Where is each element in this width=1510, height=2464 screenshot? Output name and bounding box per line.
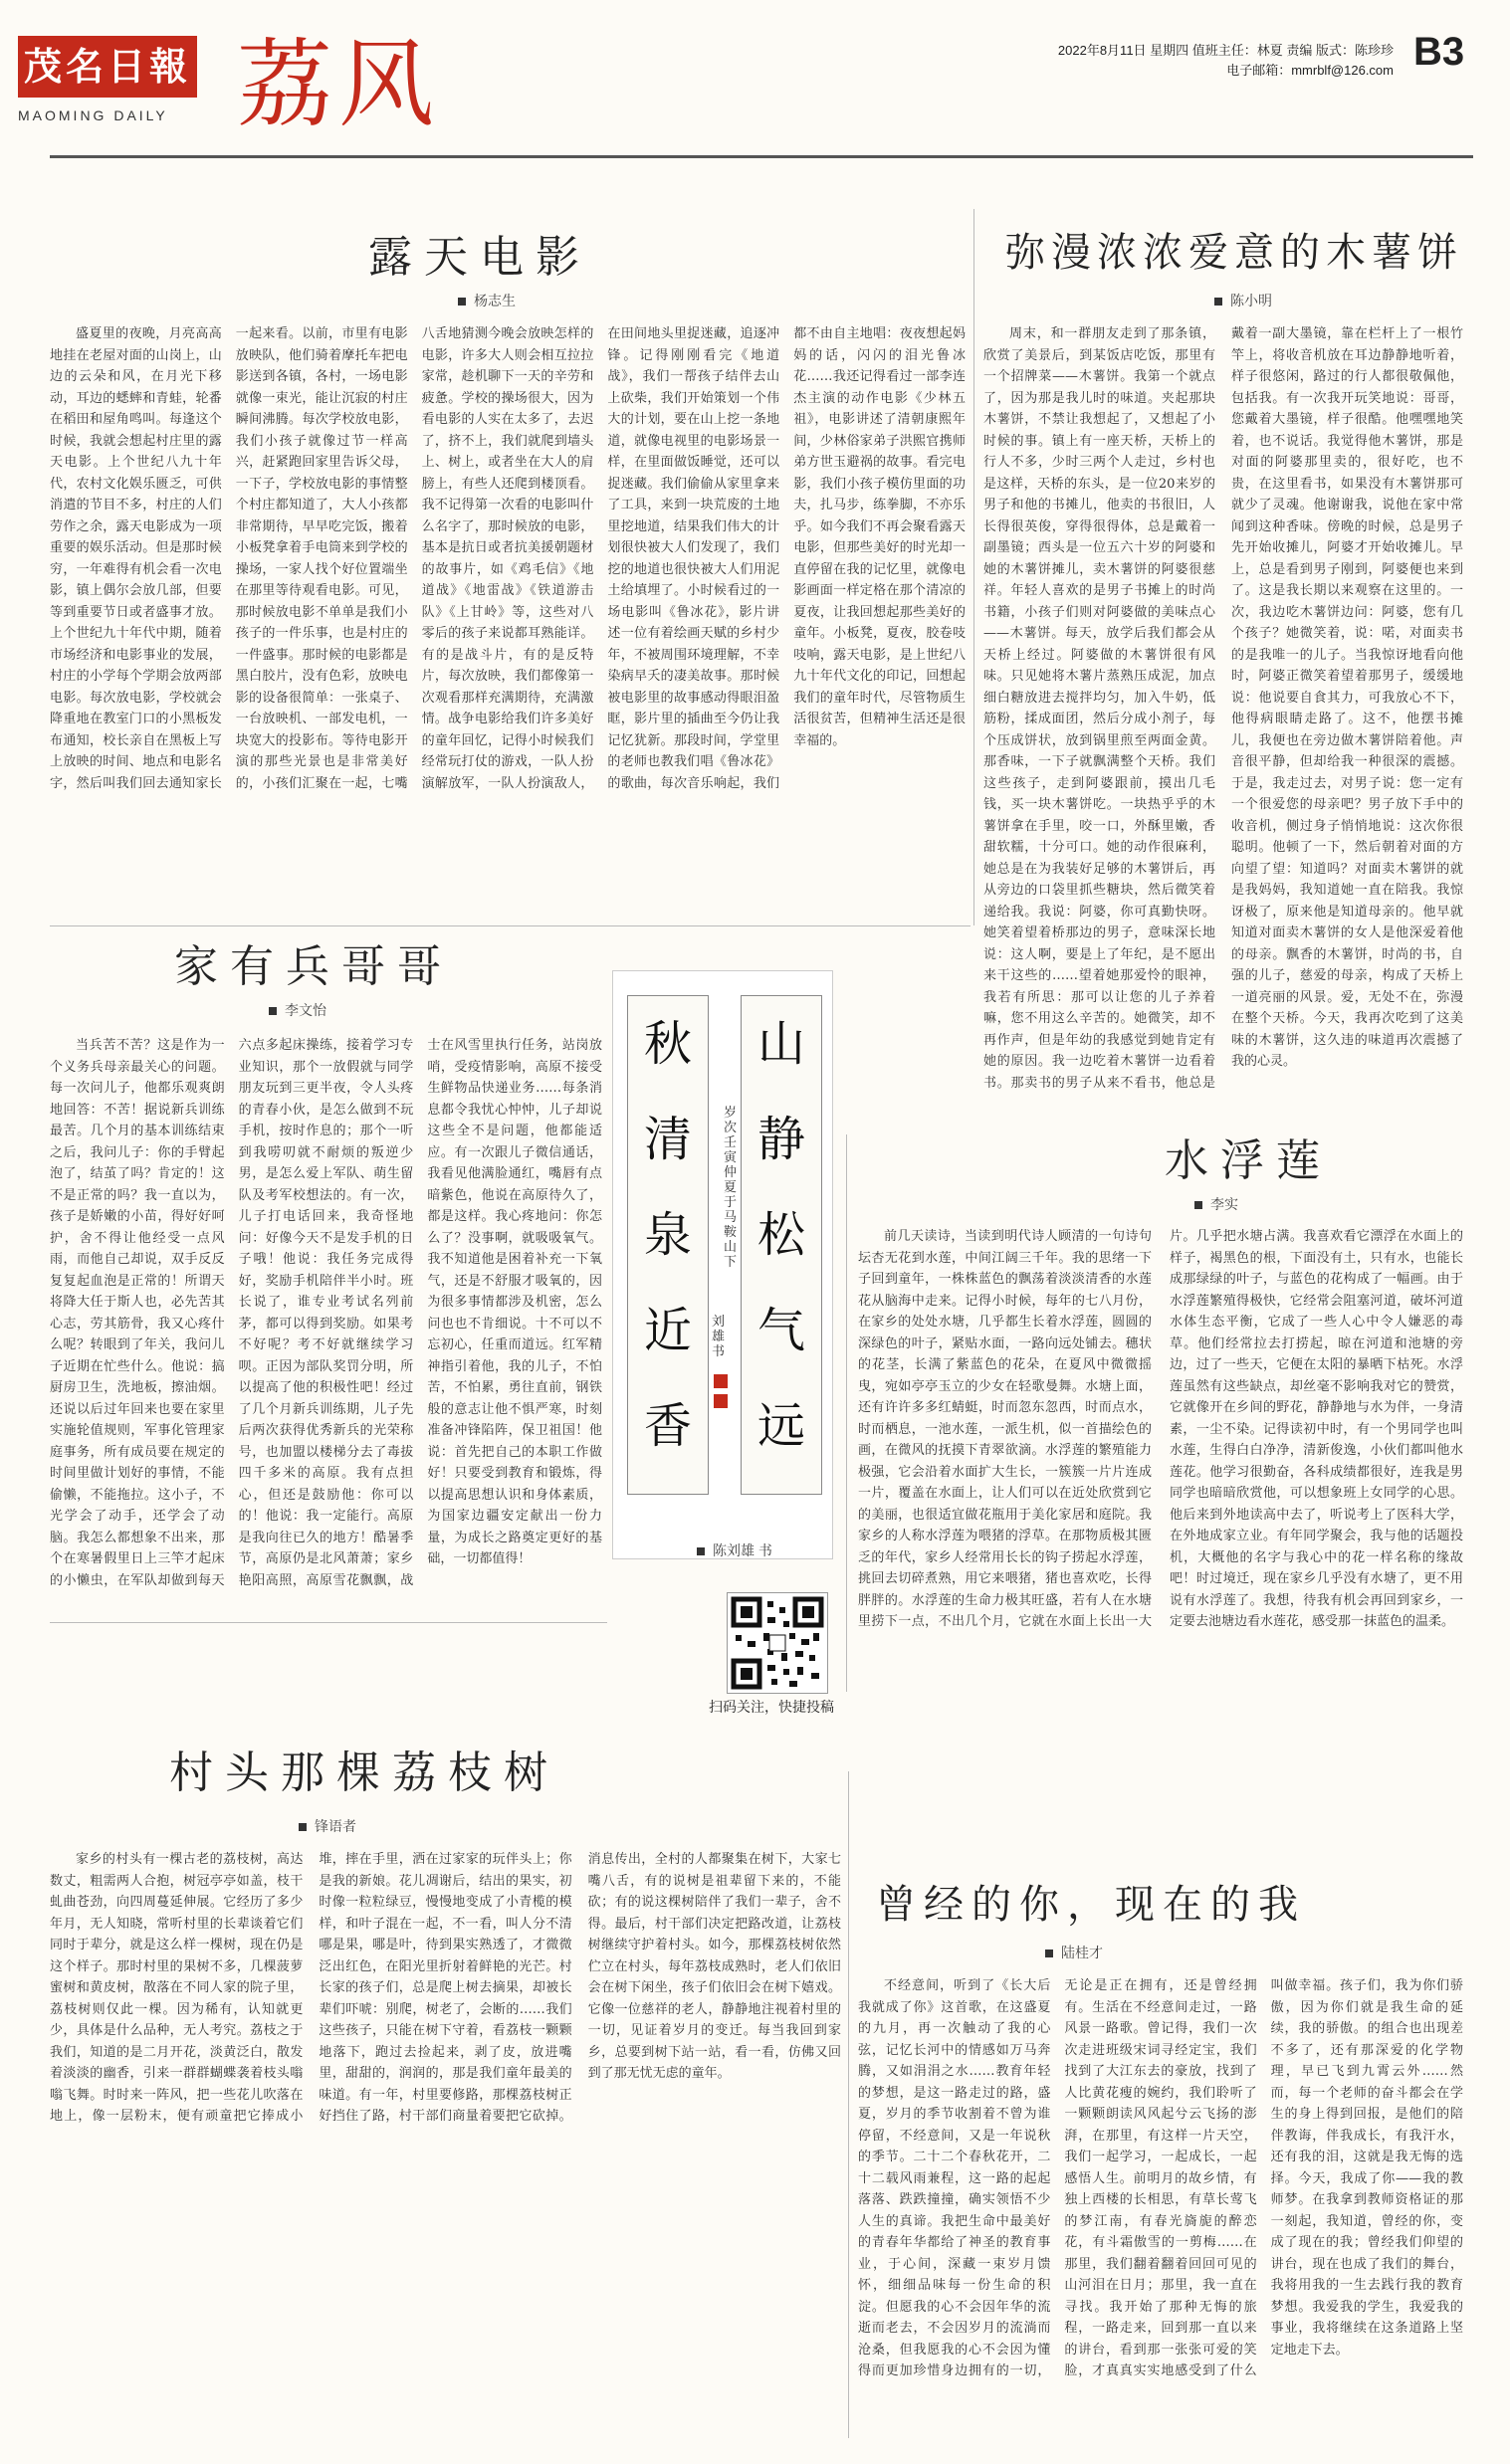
article-byline-outdoor-movie (458, 291, 516, 310)
calligraphy-char: 秋 (643, 1016, 692, 1072)
byline-author: 李文怡 (285, 1002, 326, 1018)
byline-author: 李实 (1210, 1196, 1238, 1212)
byline-marker-icon (1194, 1201, 1202, 1209)
article-title-soldier-brother: 家有兵哥哥 (174, 941, 453, 992)
column-divider (848, 1771, 849, 2438)
article-text: 盛夏里的夜晚，月亮高高地挂在老屋对面的山岗上，山边的云朵和风，在月光下移动，耳边的蟋蟀和青蛙，轮番在稻田和屋角鸣叫。每逢这个时候，我就会想起村庄里的露天电影。上个世纪八九十年代，农村文化娱乐匮乏，可供消遣的节目不多，村庄的人们劳作之余，露天电影成为一项重要的娱乐活动。但是那时候穷，一年难得有机会看一次电影，镇上偶尔会放几部，但要等到重要节日或者盛事才放。上个世纪九十年代中期，随着市场经济和电影事业的发展，村庄的小学每个学期会放两部电影。每次放电影，学校就会降重地在教室门口的小黑板发布通知，校长亲自在黑板上写上放映的时间、地点和电影名字，然后叫我们回去通知家长一起来看。以前，市里有电影放映队，他们骑着摩托车把电影送到各镇，各村，一场电影就像一束光，能让沉寂的村庄瞬间沸腾。每次学校放电影，我们小孩子就像过节一样高兴，赶紧跑回家里告诉父母，一下子，学校放电影的事情整个村庄都知道了，大人小孩都非常期待，早早吃完饭，搬着小板凳拿着手电筒来到学校的操场，一家人找个好位置端坐在那里等待观看电影。可见，那时候放电影不单单是我们小孩子的一件乐事，也是村庄的一件盛事。那时候的电影都是黑白胶片，没有色彩，放映电影的设备很简单：一张桌子、一台放映机、一部发电机，一块宽大的投影布。等待电影开演的那些光景也是非常美好的，小孩们汇聚在一起，七嘴八舌地猜测今晚会放映怎样的电影，许多大人则会相互拉拉家常，趁机聊下一天的辛劳和疲惫。学校的操场很大，因为看电影的人实在太多了，去迟了，挤不上，我们就爬到墙头上、树上，或者坐在大人的肩膀上，有些人还爬到楼顶看。我不记得第一次看的电影叫什么名字了，那时候放的电影，基本是抗日或者抗美援朝题材的故事片，如《鸡毛信》《地道战》《地雷战》《铁道游击队》《上甘岭》等，这些对八零后的孩子来说都耳熟能详。有的是战斗片，有的是反特片，每次放映，我们都像第一次观看那样充满期待，充满激情。战争电影给我们许多美好的童年回忆，记得小时候我们经常玩打仗的游戏，一队人扮演解放军，一队人扮演敌人，在田间地头里捉迷藏，追逐冲锋。记得刚刚看完《地道战》，我们一帮孩子结伴去山上砍柴，我们开始策划一个伟大的计划，要在山上挖一条地道，就像电视里的电影场景一样，在里面做饭睡觉，还可以捉迷藏。我们偷偷从家里拿来了工具，来到一块荒废的土地里挖地道，结果我们伟大的计划很快被大人们发现了，我们挖的地道也很快被大人们用泥土给填埋了。小时候看过的一场电影叫《鲁冰花》，影片讲述一位有着绘画天赋的乡村少年，不被周围环境理解，不幸染病早夭的凄美故事。那时候被电影里的故事感动得眼泪盈眶，影片里的插曲至今仍让我记忆犹新。那段时间，学堂里的老师也教我们唱《鲁冰花》的歌曲，每次音乐响起，我们都不由自主地唱：夜夜想起妈妈的话，闪闪的泪光鲁冰花……我还记得看过一部李连杰主演的动作电影《少林五祖》，电影讲述了清朝康熙年间，少林俗家弟子洪熙官携师弟方世玉避祸的故事。看完电影，我们小孩子模仿里面的功夫，扎马步，练拳脚，不亦乐乎。如今我们不再会聚看露天电影，但那些美好的时光却一直停留在我的记忆里，就像电影画面一样定格在那个清凉的夏夜，让我回想起那些美好的童年。小板凳，夏夜，胶卷吱吱响，露天电影，是上世纪八九十年代文化的印记，回想起我们的童年时代，尽管物质生活很贫苦，但精神生活还是很幸福的。 (50, 326, 966, 791)
article-title-lychee-tree: 村头那棵荔枝树 (169, 1747, 559, 1798)
article-text: 当兵苦不苦？这是作为一个义务兵母亲最关心的问题。每一次问儿子，他都乐观爽朗地回答：不苦！据说新兵训练最苦。几个月的基本训练结束之后，我问儿子：你的手臂起泡了，结茧了吗？肯定的！这不是正常的吗？我一直以为，孩子是娇嫩的小苗，得好好呵护，舍不得让他经受一点风雨，而他自己却说，双手反反复复起血泡是正常的！所谓天将降大任于斯人也，必先苦其心志，劳其筋骨，我又心疼什么呢？转眼到了年关，我问儿子近期在忙些什么。他说：搞厨房卫生，洗地板，擦油烟。还说以后过年回来也要在家里实施轮值规则，军事化管理家庭事务，所有成员要在规定的时间里做计划好的事情，不能偷懒，不能拖拉。这小子，不光学会了动手，还学会了动脑。我怎么都想象不出来，那个在寒暑假里日上三竿才起床的小懒虫，在军队却做到每天六点多起床操练，接着学习专业知识，那个一放假就与同学朋友玩到三更半夜，令人头疼的青春小伙，是怎么做到不玩手机，按时作息的；那个一听到我唠叨就不耐烦的叛逆少男，是怎么爱上军队、萌生留队及考军校想法的。有一次，儿子打电话回来，我奇怪地问：好像今天不是发手机的日子哦！他说：我任务完成得好，奖励手机陪伴半小时。班长说了，谁专业考试名列前茅，都可以得到奖励。如果考不好呢？考不好就继续学习呗。正因为部队奖罚分明，所以提高了他的积极性吧！经过了几个月新兵训练期，儿子先后两次获得优秀新兵的光荣称号，也加盟以楼梯分去了毒拔四千多米的高原。我有点担心，但还是鼓励他：你可以的！他说：我一定能行。高原是我向往已久的地方！酷暑季节，高原仍是北风萧萧；家乡艳阳高照，高原雪花飘飘，战士在风雪里执行任务，站岗放哨，受疫情影响，高原不接受生鲜物品快递业务……每条消息都令我忧心忡忡，儿子却说这些全不是问题，他都能适应。有一次跟儿子微信通话，我看见他满脸通红，嘴唇有点暗紫色，他说在高原待久了，都是这样。我心疼地问：你怎么了？没事啊，就吸吸氧气。我不知道他是困着补充一下氧气，还是不舒服才吸氧的，因为很多事情都涉及机密，怎么问也也不肯细说。十不可以不忘初心，任重而道远。红军精神指引着他，我的儿子，不怕苦，不怕累，勇往直前，钢铁般的意志让他不惧严寒，时刻准备冲锋陷阵，保卫祖国！他说：首先把自己的本职工作做好！只要受到教育和锻炼，得以提高思想认识和身体素质，为国家边疆安定献出一份力量，为成长之路奠定更好的基础，一切都值得！ (50, 1038, 602, 1588)
calligraphy-char: 香 (643, 1398, 692, 1454)
byline-author: 陈小明 (1230, 293, 1272, 308)
article-byline-water-hyacinth (1194, 1194, 1238, 1214)
section-divider (50, 1622, 607, 1623)
calligraphy-char: 静 (756, 1112, 805, 1167)
caption-marker-icon (697, 1547, 705, 1555)
editor-email: 电子邮箱：mmrblf@126.com (1226, 63, 1394, 78)
newspaper-logo-english: MAOMING DAILY (18, 107, 168, 123)
seal-stamp-icon (714, 1374, 728, 1388)
article-body-soldier-brother (50, 1035, 602, 1612)
column-divider (973, 209, 974, 925)
byline-marker-icon (458, 298, 466, 306)
calligraphy-caption (697, 1540, 772, 1560)
page-number: B3 (1413, 30, 1465, 74)
byline-marker-icon (1045, 1950, 1053, 1957)
calligraphy-signature: 刘雄书 (712, 1315, 726, 1359)
section-divider (50, 925, 971, 926)
calligraphy-char: 山 (756, 1016, 805, 1072)
article-byline-lychee-tree (299, 1816, 356, 1836)
column-divider (846, 1134, 847, 1692)
article-title-cassava-cake: 弥漫浓浓爱意的木薯饼 (1005, 230, 1463, 276)
qr-code-icon (728, 1593, 827, 1693)
article-byline-soldier-brother (269, 1000, 326, 1020)
article-text: 周末，和一群朋友走到了那条镇，欣赏了美景后，到某饭店吃饭，那里有一个招牌菜——木薯饼。我第一个就点了，因为那是我儿时的味道。夹起那块木薯饼，不禁让我想起了，又想起了小时候的事。镇上有一座天桥，天桥上的行人不多，少时三两个人走过，乡村也是这样，天桥的东头，是一位20来岁的男子和他的书摊儿，他卖的书很旧，人长得很英俊，穿得很得体，总是戴着一副墨镜；西头是一位五六十岁的阿婆和她的木薯饼摊儿，卖木薯饼的阿婆很慈祥。年轻人喜欢的是男子书摊上的时尚书籍，小孩子们则对阿婆做的美味点心——木薯饼。每天，放学后我们都会从天桥上经过。阿婆做的木薯饼很有风味。只见她将木薯片蒸熟压成泥，加点细白糖放进去搅拌均匀，加入牛奶，低筋粉，揉成面团，然后分成小剂子，每个压成饼状，放到锅里煎至两面金黄。那香味，一下子就飘满整个天桥。我们这些孩子，走到阿婆跟前，摸出几毛钱，买一块木薯饼吃。一块热乎乎的木薯饼拿在手里，咬一口，外酥里嫩，香甜软糯，十分可口。她的动作很麻利，她总是在为我装好足够的木薯饼后，再从旁边的口袋里抓些糖块，然后微笑着递给我。我说：阿婆，你可真勤快呀。她笑着望着桥那边的男子，意味深长地说：这人啊，要是上了年纪，是不愿出来干这些的……望着她那爱怜的眼神，我若有所思：那可以让您的儿子养着嘛，您不用这么辛苦的。她微笑，却不再作声，但是年幼的我感觉到她肯定有她的原因。我一边吃着木薯饼一边看着书。那卖书的男子从来不看书，他总是戴着一副大墨镜，靠在栏杆上了一根竹竿上，将收音机放在耳边静静地听着，样子很悠闲，路过的行人都很敬佩他，包括我。有一次我开玩笑地说：哥哥，您戴着大墨镜，样子很酷。他嘿嘿地笑着，也不说话。我觉得他木薯饼，那是对面的阿婆那里卖的，很好吃，也不贵，在这里看书，如果没有木薯饼那可就少了灵魂。他谢谢我，说他在家中常闻到这种香味。傍晚的时候，总是男子先开始收摊儿，阿婆才开始收摊儿。早上，总是看到男子刚到，阿婆便也来到了。这是我长期以来观察在这里的。一次，我边吃木薯饼边问：阿婆，您有几个孩子？她微笑着，说：喏，对面卖书的是我唯一的儿子。当我惊讶地看向他时，阿婆正微笑着望着那男子，缓缓地说：他说要自食其力，可我放心不下，他得病眼睛走路了。这不，他摆书摊儿，我便也在旁边做木薯饼陪着他。声音很平静，但却给我一种很深的震撼。于是，我走过去，对男子说：您一定有一个很爱您的母亲吧？男子放下手中的收音机，侧过身子悄悄地说：这次你很聪明。他顿了一下，然后朝着对面的方向望了望：知道吗？对面卖木薯饼的就是我妈妈，我知道她一直在陪我。我惊讶极了，原来他是知道母亲的。他早就知道对面卖木薯饼的女人是他深爱着他的母亲。飘香的木薯饼，时尚的书，自强的儿子，慈爱的母亲，构成了天桥上一道亮丽的风景。爱，无处不在，弥漫在整个天桥。今天，我再次吃到了这美味的木薯饼，这久违的味道再次震撼了我的心灵。 (983, 326, 1463, 1091)
calligraphy-char: 远 (756, 1398, 805, 1454)
byline-marker-icon (299, 1823, 307, 1831)
article-text: 家乡的村头有一棵古老的荔枝树，高达数丈，粗需两人合抱，树冠亭亭如盖，枝干虬曲苍劲，向四周蔓延伸展。它经历了多少年月，无人知晓，常听村里的长辈谈着它们同时于辈分，就是这么样一棵树，现在仍是这个样子。那时村里的果树不多，几棵菠萝蜜树和黄皮树，散落在不同人家的院子里，荔枝树则仅此一棵。因为稀有，认知就更少，具体是什么品种，无人考究。荔枝之于我们，知道的是二月开花，淡黄泛白，散发着淡淡的幽香，引来一群群蝴蝶袭着枝头嗡嗡飞舞。时时来一阵风，把一些花儿吹落在地上，像一层粉末，便有顽童把它捧成小堆，摔在手里，洒在过家家的玩伴头上；你是我的新娘。花儿凋谢后，结出的果实，初时像一粒粒绿豆，慢慢地变成了小青榄的模样，和叶子混在一起，不一看，叫人分不清哪是果，哪是叶，待到果实熟透了，才微微泛出红色，在阳光里折射着鲜艳的光芒。村长家的孩子们，总是爬上树去摘果，却被长辈们吓唬：别爬，树老了，会断的……我们这些孩子，只能在树下守着，看荔枝一颗颗地落下，跑过去捡起来，剥了皮，放进嘴里，甜甜的，润润的，那是我们童年最美的味道。有一年，村里要修路，那棵荔枝树正好挡住了路，村干部们商量着要把它砍掉。消息传出，全村的人都聚集在树下，大家七嘴八舌，有的说树是祖辈留下来的，不能砍；有的说这棵树陪伴了我们一辈子，舍不得。最后，村干部们决定把路改道，让荔枝树继续守护着村头。如今，那棵荔枝树依然伫立在村头，每年荔枝成熟时，老人们依旧会在树下闲坐，孩子们依旧会在树下嬉戏。它像一位慈祥的老人，静静地注视着村里的一切，见证着岁月的变迁。每当我回到家乡，总要到树下站一站，看一看，仿佛又回到了那无忧无虑的童年。 (50, 1852, 841, 2124)
calligraphy-char: 泉 (643, 1207, 692, 1263)
article-title-outdoor-movie: 露天电影 (368, 232, 591, 283)
article-text: 前几天读诗，当读到明代诗人顾清的一句诗句坛杏无花到水莲，中间江阔三千年。我的思绪一下子回到童年，一株株蓝色的飘荡着淡淡清香的水莲花从脑海中走来。记得小时候，每年的七八月份，在家乡的处处水塘，几乎都生长着水浮莲，圆圆的深绿色的叶子，紧贴水面，一路向远处铺去。穗状的花茎，长满了紫蓝色的花朵，在夏风中微微摇曳，宛如亭亭玉立的少女在轻歌曼舞。水塘上面，还有许许多多红蜻蜓，时而忽东忽西，时而点水，时而栖息，一池水莲，一派生机，似一首描绘色的画，在微风的抚摸下青翠欲滴。水浮莲的繁殖能力极强，它会沿着水面扩大生长，一簇簇一片片连成一片，覆盖在水面上，让人们可以在近处欣赏到它的美丽，也很适宜做花瓶用于美化家居和庭院。我家乡的人称水浮莲为喂猪的浮草。在那物质极其匮乏的年代，家乡人经常用长长的钩子捞起水浮莲，挑回去切碎煮熟，用它来喂猪，猪也喜欢吃，长得胖胖的。水浮莲的生命力极其旺盛，若有人在水塘里捞下一点，不出几个月，它就在水面上长出一大片。几乎把水塘占满。我喜欢看它漂浮在水面上的样子，褐黑色的根，下面没有土，只有水，也能长成那绿绿的叶子，与蓝色的花构成了一幅画。由于水浮莲繁殖得极快，它经常会阻塞河道，破坏河道水体生态平衡，它成了一些人心中令人嫌恶的毒草。他们经常拉去打捞起，晾在河道和池塘的旁边，过了一些天，它便在太阳的暴晒下枯死。水浮莲虽然有这些缺点，却丝毫不影响我对它的赞赏，它就像开在乡间的野花，静静地与水为伴，一身清素，一尘不染。记得读初中时，有一个男同学也叫水莲，生得白白净净，清新俊逸，小伙们都叫他水莲花。他学习很勤奋，各科成绩都很好，连我是男同学也暗暗欣赏他，可以想象班上女同学的心思。他后来到外地读高中去了，听说考上了医科大学，在外地成家立业。有年同学聚会，我与他的话题投机，大概他的名字与我心中的花一样名称的缘故吧！时过境迁，现在家乡几乎没有水塘了，更不用说有水浮莲了。我想，待我有机会再回到家乡，一定要去池塘边看水莲花，感受那一抹蓝色的温柔。 (858, 1229, 1463, 1629)
byline-marker-icon (269, 1007, 277, 1015)
calligraphy-char: 松 (756, 1207, 805, 1263)
article-body-you-then-me-now (858, 1975, 1463, 2438)
calligraphy-char: 清 (643, 1112, 692, 1167)
section-title: 荔风 (237, 29, 440, 140)
calligraphy-inscription: 岁次壬寅仲夏于马鞍山下 (724, 1106, 738, 1270)
article-body-outdoor-movie (50, 323, 966, 921)
header-rule (50, 155, 1473, 158)
masthead (0, 0, 1510, 159)
article-byline-cassava-cake (1214, 291, 1272, 310)
byline-author: 陆桂才 (1061, 1945, 1103, 1960)
article-text: 不经意间，听到了《长大后我就成了你》这首歌，在这盛夏的九月，再一次触动了我的心弦，记忆长河中的情感如万马奔腾，又如涓涓之水……教育年轻的梦想，是这一路走过的路，盛夏，岁月的季节收割着不曾为谁停留，不经意间，又是一年说秋的季节。二十二个春秋花开，二十二载风雨兼程，这一路的起起落落、跌跌撞撞，确实领悟不少人生的真谛。我把生命中最美好的青春年华都给了神圣的教育事业，于心间，深藏一束岁月馈怀，细细品味每一份生命的积淀。但愿我的心不会因年华的流逝而老去，不会因岁月的流淌而沧桑，但我愿我的心不会因为懂得而更加珍惜身边拥有的一切，无论是正在拥有，还是曾经拥有。生活在不经意间走过，一路风景一路歌。曾记得，我们一次次走进班级宋词寻经定宝，我们找到了大江东去的豪放，找到了人比黄花瘦的婉约，我们聆听了一颗颗朗读风风起兮云飞扬的澎湃，在那里，有这样一片天空，我们一起学习，一起成长，一起感悟人生。前明月的故乡情，有独上西楼的长相思，有草长莺飞的梦江南，有春光旖旎的醉恋花，有斗霜傲雪的一剪梅……在那里，我们翻着翻着回回可见的山河泪在日月；那里，我一直在寻找。我开始了那种无悔的旅程，一路走来，回到那一直以来的讲台，看到那一张张可爱的笑脸，才真真实实地感受到了什么叫做幸福。孩子们，我为你们骄傲，因为你们就是我生命的延续，我的骄傲。的组合也出现差不多了，还有那深爱的化学物理，早已飞到九霄云外……然而，每一个老师的奋斗都会在学生的身上得到回报，是他们的陪伴教诲，伴我成长，有我汗水，还有我的泪，这就是我无悔的选择。今天，我成了你——我的教师梦。在我拿到教师资格证的那一刻起，我知道，曾经的你，变成了现在的我；曾经我们仰望的讲台，现在也成了我们的舞台，我将用我的一生去践行我的教育梦想。我爱我的学生，我爱我的事业，我将继续在这条道路上坚定地走下去。 (858, 1978, 1463, 2378)
newspaper-logo: 茂名日報 (18, 36, 197, 98)
seal-stamp-icon (714, 1394, 728, 1408)
calligraphy-scroll-left (627, 995, 726, 1495)
article-body-water-hyacinth (858, 1226, 1463, 1763)
calligraphy-scroll-right (724, 995, 822, 1495)
qr-caption: 扫码关注，快捷投稿 (709, 1699, 834, 1715)
calligraphy-char: 气 (756, 1303, 805, 1358)
article-body-lychee-tree (50, 1849, 841, 2436)
article-title-you-then-me-now: 曾经的你，现在的我 (876, 1882, 1306, 1928)
article-byline-you-then-me-now (1045, 1943, 1103, 1962)
caption-text: 陈刘雄 书 (713, 1542, 772, 1558)
article-body-cassava-cake (983, 323, 1463, 1129)
byline-author: 锋语者 (315, 1818, 356, 1834)
date-line: 2022年8月11日 星期四 值班主任：林夏 责编 版式：陈珍珍 (1057, 43, 1394, 58)
calligraphy-char: 近 (643, 1303, 692, 1358)
article-title-water-hyacinth: 水浮莲 (1165, 1135, 1332, 1186)
calligraphy-artwork (612, 970, 833, 1559)
qr-code[interactable] (727, 1592, 828, 1694)
byline-author: 杨志生 (474, 293, 516, 308)
byline-marker-icon (1214, 298, 1222, 306)
